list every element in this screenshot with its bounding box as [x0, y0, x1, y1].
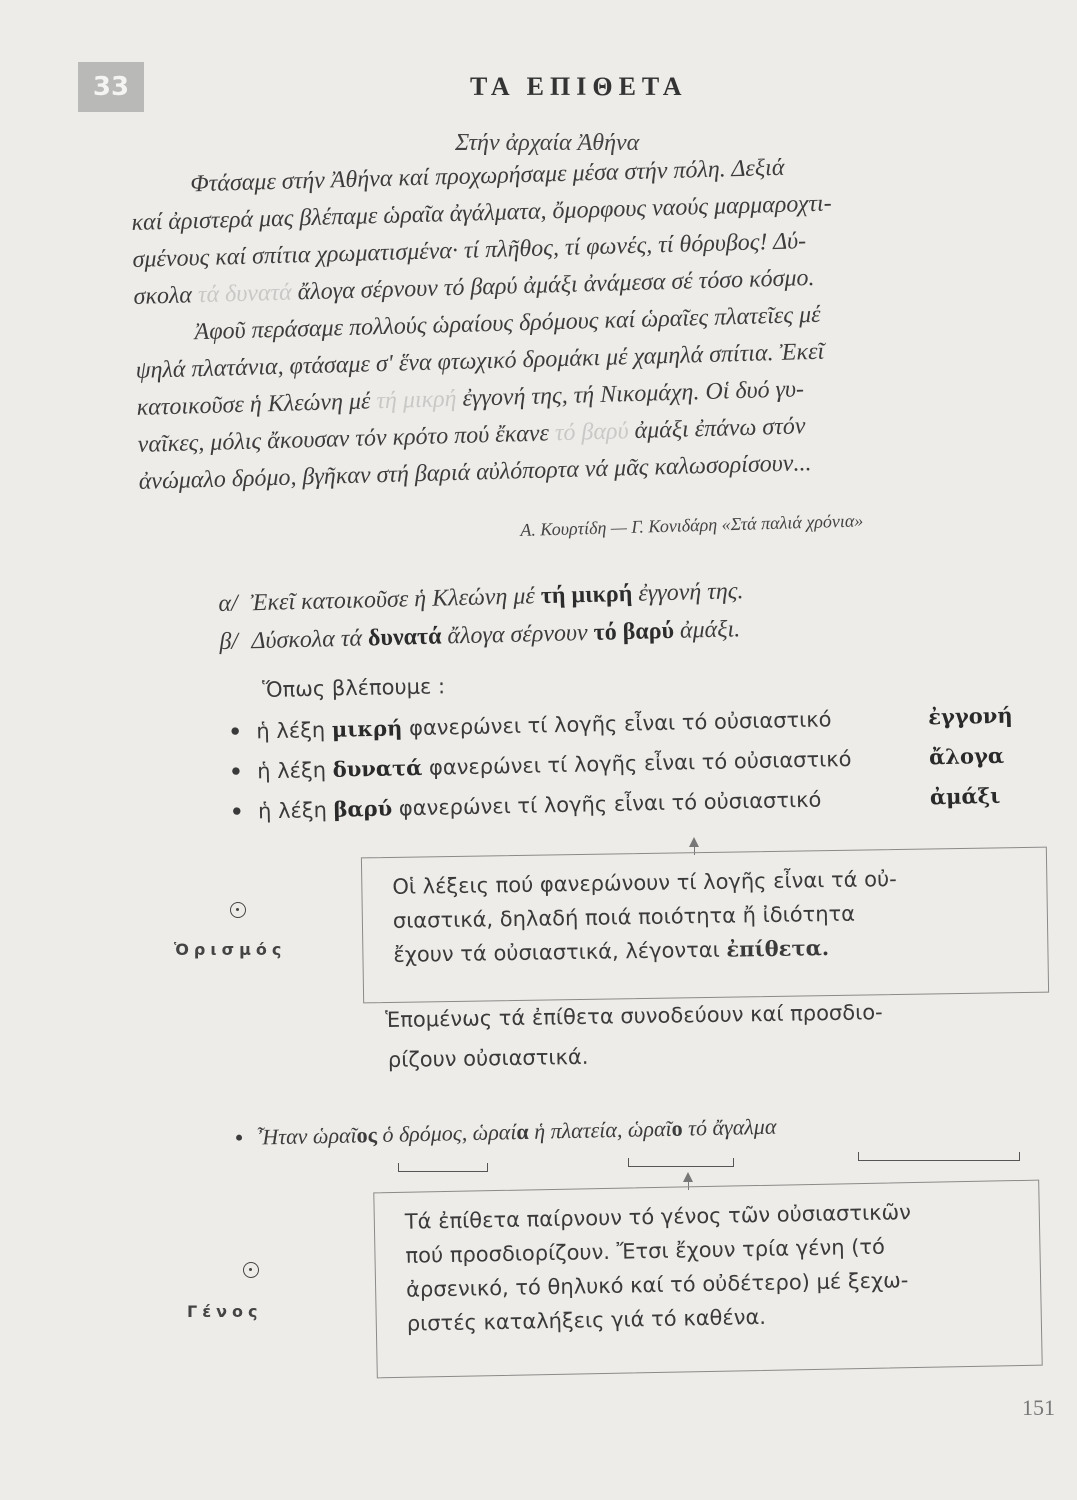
reading-subtitle: Στήν ἀρχαία Ἀθήνα	[455, 130, 640, 156]
bullet-icon: •	[235, 1124, 244, 1150]
bullet-icon: •	[229, 759, 243, 784]
definition-box	[361, 847, 1049, 1004]
ending: ο	[671, 1115, 683, 1141]
example-sentences	[218, 567, 940, 661]
gender-rule-line: Τά ἐπίθετα παίρνουν τό γένος τῶν οὐσιαστικῶν	[404, 1200, 912, 1234]
story-line: ψηλά πλατάνια, φτάσαμε σ' ἕνα φτωχικό δρομάκι μέ χαμηλά σπίτια. Ἐκεῖ	[135, 338, 825, 384]
highlighted-adjective: τή μικρή	[540, 580, 633, 610]
observation-item: • ἡ λέξη δυνατά φανερώνει τί λογῆς εἶναι τό οὐσιαστικό ἄλογα	[229, 735, 1030, 792]
gender-icon	[243, 1262, 259, 1278]
noun: ἐγγονή	[927, 702, 1013, 730]
ending-bracket	[858, 1152, 1020, 1161]
reading-passage	[130, 143, 1039, 501]
example-marker: β/	[219, 628, 239, 655]
ending-bracket	[398, 1163, 488, 1172]
story-line: Ἀφοῦ περάσαμε πολλούς ὡραίους δρόμους καί ὡραῖες πλατεῖες μέ	[194, 301, 821, 346]
ending-bracket	[628, 1158, 734, 1167]
example-a: α/ Ἐκεῖ κατοικοῦσε ἡ Κλεώνη μέ τή μικρή ἐγγονή της.	[218, 567, 939, 623]
page-number: 151	[1022, 1395, 1055, 1420]
definition-icon	[230, 902, 246, 918]
story-line: σμένους καί σπίτια χρωματισμένα· τί πλῆθος, τί φωνές, τί θόρυβος! Δύ-	[132, 228, 807, 273]
highlighted-adjective: δυνατά	[367, 623, 442, 652]
gender-rule-line: πού προσδιορίζουν. Ἔτσι ἔχουν τρία γένη (τό	[405, 1234, 886, 1268]
gender-rule-line: ριστές καταλήξεις γιά τό καθένα.	[406, 1304, 767, 1336]
example-b: β/ Δύσκολα τά δυνατά ἄλογα σέρνουν τό βαρύ ἀμάξι.	[219, 605, 940, 661]
gender-rule-box	[373, 1180, 1042, 1379]
faded-text: τή μικρή	[376, 385, 457, 415]
highlighted-adjective: τό βαρύ	[593, 617, 675, 646]
story-line: σκολα τά δυνατά ἄλογα σέρνουν τό βαρύ ἀμάξι ἀνάμεσα σέ τόσο κόσμο.	[133, 264, 815, 310]
observation-list	[228, 695, 1030, 832]
consequence-text: Ἑπομένως τά ἐπίθετα συνοδεύουν καί προσδιο- ρίζουν οὐσιαστικά.	[385, 1000, 883, 1072]
gender-example: • Ἦταν ὡραῖος ὁ δρόμος, ὡραία ἡ πλατεία, ὡραῖο τό ἄγαλμα	[235, 1113, 777, 1150]
source-citation: Α. Κουρτίδη — Γ. Κονιδάρη «Στά παλιά χρόνια»	[520, 510, 864, 540]
ending: α	[516, 1118, 529, 1145]
story-line: κατοικοῦσε ἡ Κλεώνη μέ τή μικρή ἐγγονή της, τή Νικομάχη. Οἱ δυό γυ-	[136, 376, 805, 421]
lesson-title: ΤΑ ΕΠΙΘΕΤΑ	[470, 72, 688, 101]
story-line: καί ἀριστερά μας βλέπαμε ὡραῖα ἀγάλματα, ὄμορφους ναούς μαρμαροχτι-	[131, 190, 832, 236]
observation-item: • ἡ λέξη βαρύ φανερώνει τί λογῆς εἶναι τό οὐσιαστικό ἀμάξι	[230, 775, 1031, 832]
faded-text: τά δυνατά	[197, 279, 293, 309]
faded-text: τό βαρύ	[554, 418, 629, 447]
bullet-icon: •	[228, 719, 243, 744]
story-line: ἀνώμαλο δρόμο, βγῆκαν στή βαριά αὐλόπορτα νά μᾶς καλωσορίσουν...	[138, 450, 812, 495]
definition-label: Ὁρισμός	[174, 940, 287, 959]
gender-rule-line: ἀρσενικό, τό θηλυκό καί τό οὐδέτερο) μέ ξεχω-	[405, 1268, 909, 1302]
observation-item: • ἡ λέξη μικρή φανερώνει τί λογῆς εἶναι τό οὐσιαστικό ἐγγονή	[228, 695, 1029, 752]
ending: ος	[356, 1122, 378, 1148]
observation-heading: Ὅπως βλέπουμε :	[262, 674, 446, 702]
gender-label: Γένος	[187, 1302, 263, 1321]
key-term: ἐπίθετα.	[726, 935, 830, 962]
definition-line: ἔχουν τά οὐσιαστικά, λέγονται ἐπίθετα.	[393, 935, 830, 967]
story-line: ναῖκες, μόλις ἄκουσαν τόν κρότο πού ἔκανε τό βαρύ ἀμάξι ἐπάνω στόν	[137, 413, 806, 458]
example-marker: α/	[218, 590, 239, 617]
definition-line: Οἱ λέξεις πού φανερώνουν τί λογῆς εἶναι τά οὐ-	[392, 866, 897, 899]
lesson-number-badge: 33	[78, 62, 144, 112]
story-line: Φτάσαμε στήν Ἀθήνα καί προχωρήσαμε μέσα στήν πόλη. Δεξιά	[190, 154, 785, 198]
bullet-icon: •	[229, 799, 244, 824]
definition-line: σιαστικά, δηλαδή ποιά ποιότητα ἤ ἰδιότητα	[392, 901, 856, 933]
arrow-up-icon	[683, 1172, 693, 1182]
noun: ἄλογα	[928, 742, 1005, 770]
arrow-up-icon	[689, 837, 699, 847]
noun: ἀμάξι	[929, 782, 1001, 810]
